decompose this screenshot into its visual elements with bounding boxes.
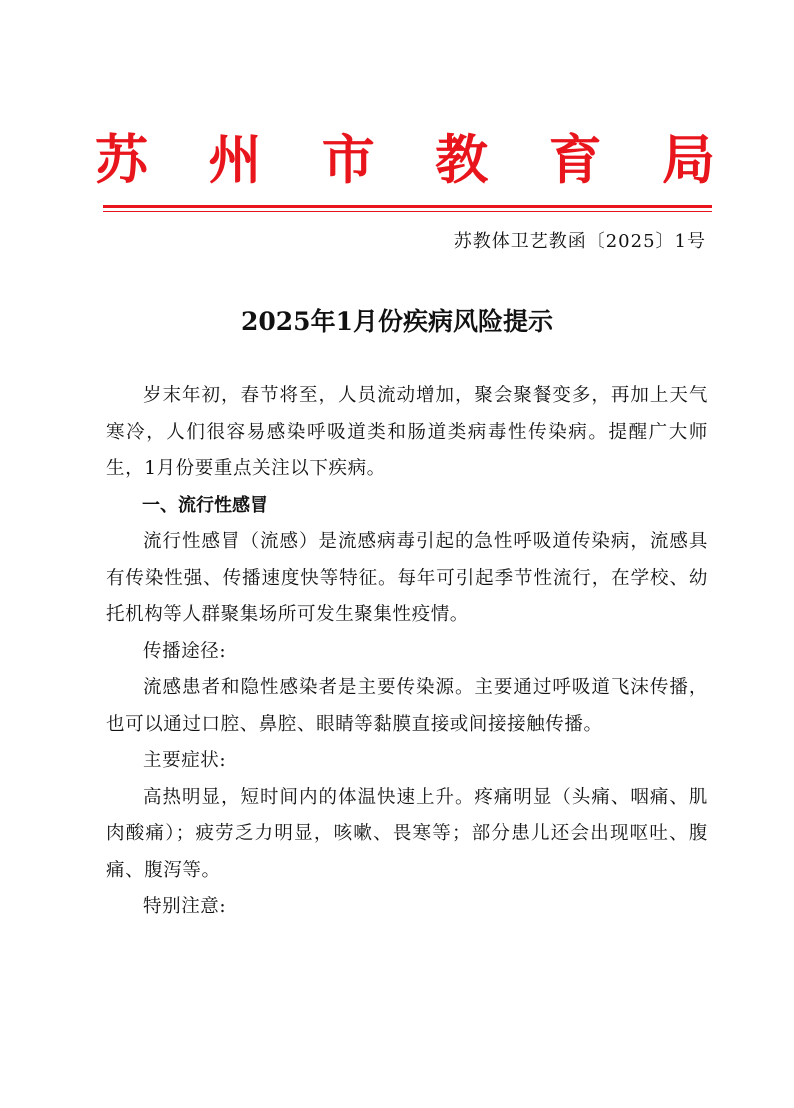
org-title-char: 州 — [208, 129, 262, 191]
document-number: 苏教体卫艺教函〔2025〕1号 — [453, 231, 706, 252]
body-paragraph: 流行性感冒（流感）是流感病毒引起的急性呼吸道传染病，流感具有传染性强、传播速度快等特征。每年可引起季节性流行，在学校、幼托机构等人群聚集场所可发生聚集性疫情。 — [106, 531, 708, 625]
header-divider-thin — [103, 211, 712, 212]
section-heading: 一、流行性感冒 — [142, 494, 268, 516]
org-title-char: 教 — [435, 129, 489, 191]
issuing-authority-title — [95, 122, 715, 198]
body-paragraph: 高热明显，短时间内的体温快速上升。疼痛明显（头痛、咽痛、肌肉酸痛）；疲劳乏力明显，咳嗽、畏寒等；部分患儿还会出现呕吐、腹痛、腹泻等。 — [106, 786, 708, 881]
subheading: 主要症状: — [143, 750, 227, 771]
subheading: 特别注意: — [143, 896, 227, 917]
org-title-char: 育 — [548, 129, 602, 191]
body-paragraph: 岁末年初，春节将至，人员流动增加，聚会聚餐变多，再加上天气寒冷，人们很容易感染呼吸道类和肠道类病毒性传染病。提醒广大师生，1月份要重点关注以下疾病。 — [106, 385, 708, 479]
org-title-char: 局 — [661, 129, 715, 191]
org-title-char: 市 — [321, 129, 375, 191]
footer-divider-thick — [95, 987, 706, 990]
footer-divider-thin — [95, 983, 706, 984]
header-divider-thick — [103, 205, 712, 208]
subheading: 传播途径: — [143, 640, 227, 662]
document-body — [106, 378, 708, 926]
org-title-char: 苏 — [95, 129, 148, 191]
body-paragraph: 流感患者和隐性感染者是主要传染源。主要通过呼吸道飞沫传播，也可以通过口腔、鼻腔、眼睛等黏膜直接或间接接触传播。 — [106, 677, 708, 735]
document-title: 2025年1月份疾病风险提示 — [241, 307, 553, 336]
